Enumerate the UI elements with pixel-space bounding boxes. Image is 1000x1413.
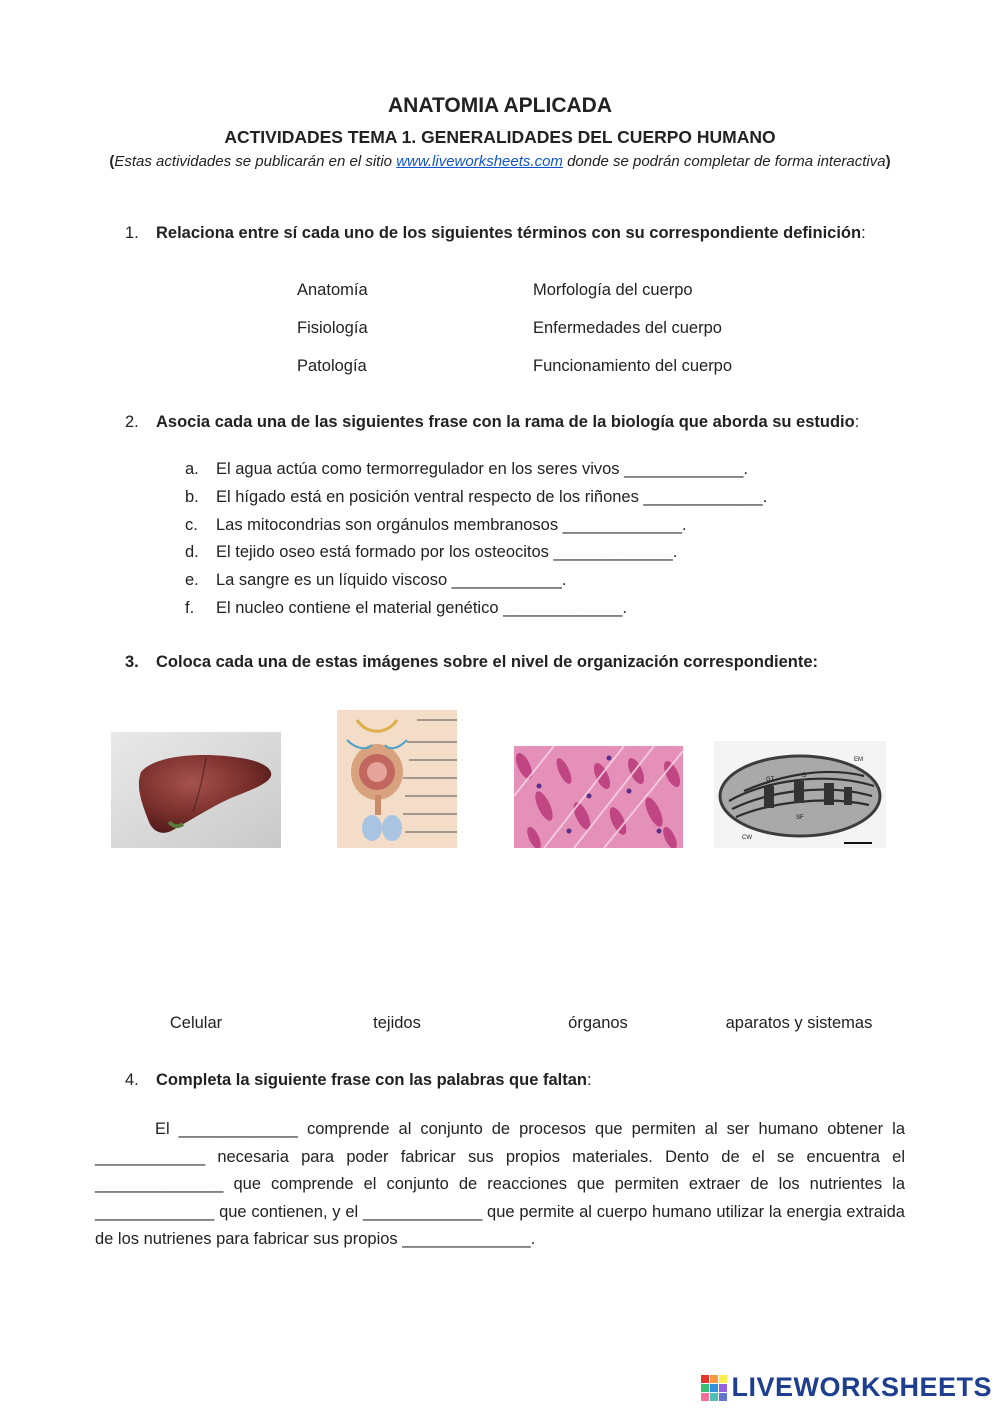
term-fisiologia[interactable]: Fisiología bbox=[297, 319, 368, 337]
question-4 bbox=[125, 1068, 905, 1092]
level-celular: Celular bbox=[169, 1014, 223, 1032]
question-number: 3. bbox=[125, 653, 139, 671]
list-item: f. El nucleo contiene el material genético _____________. bbox=[185, 599, 627, 617]
question-number: 4. bbox=[125, 1071, 139, 1089]
definition-funcionamiento[interactable]: Funcionamiento del cuerpo bbox=[533, 357, 733, 375]
question-1 bbox=[125, 221, 905, 245]
question-number: 2. bbox=[125, 413, 139, 431]
level-organos: órganos bbox=[568, 1014, 628, 1032]
list-item: d. El tejido oseo está formado por los osteocitos _____________. bbox=[185, 543, 678, 561]
list-item: a. El agua actúa como termorregulador en los seres vivos _____________. bbox=[185, 460, 748, 478]
blank-sentence[interactable]: La sangre es un líquido viscoso ____________. bbox=[216, 571, 567, 589]
fill-in-paragraph[interactable]: El _____________ comprende al conjunto de procesos que permiten al ser humano obtener la ____________ necesaria para poder fabricar sus propios materiales. Dento de el se encuentra el ______________ que comprende el conjunto de reacciones que permiten extraer de los nutrientes la _____________ que contienen, y el _____________ que permite al cuerpo humano utilizar la energia extraida de los nutrienes para fabricar sus propios ______________. bbox=[95, 1120, 905, 1248]
micrograph-label-cw: CW bbox=[742, 835, 752, 841]
question-2 bbox=[125, 410, 905, 434]
blank-sentence[interactable]: El hígado está en posición ventral respecto de los riñones _____________. bbox=[216, 488, 768, 506]
level-aparatos-sistemas: aparatos y sistemas bbox=[725, 1014, 873, 1032]
publication-note bbox=[100, 151, 900, 173]
micrograph-label-sf: SF bbox=[796, 815, 804, 821]
question-number: 1. bbox=[125, 224, 139, 242]
definition-morfologia[interactable]: Morfología del cuerpo bbox=[533, 281, 693, 299]
liveworksheets-logo-icon bbox=[701, 1375, 727, 1401]
list-item: c. Las mitocondrias son orgánulos membranosos _____________. bbox=[185, 516, 687, 534]
note-text-before: Estas actividades se publicarán en el sitio bbox=[114, 153, 397, 170]
question-text: Relaciona entre sí cada uno de los siguientes términos con su correspondiente definición: bbox=[156, 224, 866, 242]
tissue-image[interactable] bbox=[514, 746, 683, 848]
micrograph-label-gt: GT bbox=[766, 777, 775, 783]
blank-sentence[interactable]: El nucleo contiene el material genético _____________. bbox=[216, 599, 627, 617]
question-text: Coloca cada una de estas imágenes sobre el nivel de organización correspondiente: bbox=[156, 653, 819, 671]
micrograph-label-em: EM bbox=[854, 757, 863, 763]
list-item: b. El hígado está en posición ventral respecto de los riñones _____________. bbox=[185, 488, 768, 506]
question-text: Completa la siguiente frase con las palabras que faltan: bbox=[156, 1071, 592, 1089]
blank-sentence[interactable]: El tejido oseo está formado por los osteocitos _____________. bbox=[216, 543, 678, 561]
page-title: ANATOMIA APLICADA bbox=[388, 94, 612, 117]
term-anatomia[interactable]: Anatomía bbox=[297, 281, 368, 299]
reproductive-system-image[interactable] bbox=[337, 710, 457, 848]
cell-micrograph-image[interactable] bbox=[714, 741, 886, 848]
blank-sentence[interactable]: El agua actúa como termorregulador en los seres vivos _____________. bbox=[216, 460, 748, 478]
liver-image[interactable] bbox=[111, 732, 281, 848]
note-open-paren: ( bbox=[109, 153, 115, 170]
definition-enfermedades[interactable]: Enfermedades del cuerpo bbox=[533, 319, 722, 337]
term-patologia[interactable]: Patología bbox=[297, 357, 367, 375]
question-3 bbox=[125, 650, 905, 674]
level-tejidos: tejidos bbox=[373, 1014, 421, 1032]
blank-sentence[interactable]: Las mitocondrias son orgánulos membranosos _____________. bbox=[216, 516, 687, 534]
liveworksheets-logo bbox=[701, 1372, 992, 1403]
list-item: e. La sangre es un líquido viscoso ____________. bbox=[185, 571, 567, 589]
page-subtitle: ACTIVIDADES TEMA 1. GENERALIDADES DEL CUERPO HUMANO bbox=[224, 127, 776, 147]
micrograph-label-s: S bbox=[802, 773, 807, 779]
liveworksheets-logo-text: LIVEWORKSHEETS bbox=[731, 1372, 992, 1402]
question-text: Asocia cada una de las siguientes frase con la rama de la biología que aborda su estudio: bbox=[156, 413, 860, 431]
note-text-after: donde se podrán completar de forma interactiva bbox=[562, 153, 886, 170]
note-close-paren: ) bbox=[885, 153, 891, 170]
liveworksheets-link[interactable]: www.liveworksheets.com bbox=[396, 153, 563, 170]
